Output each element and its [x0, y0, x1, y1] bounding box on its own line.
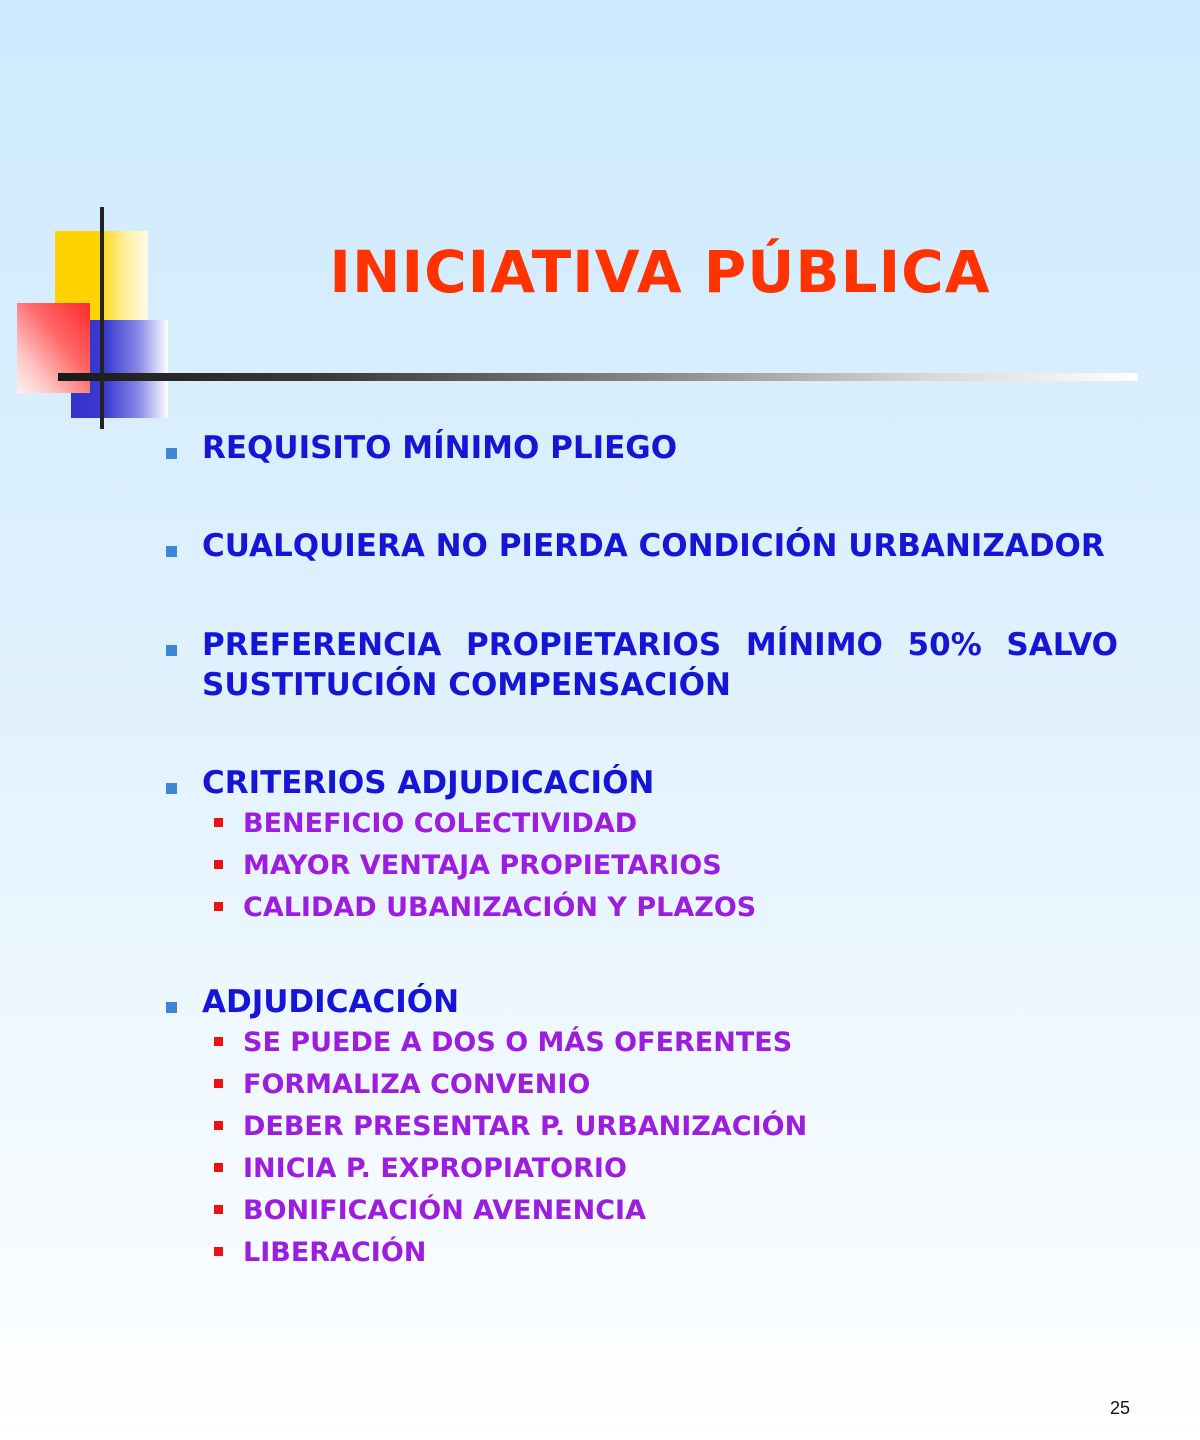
square-bullet-icon	[166, 448, 177, 459]
square-sub-bullet-icon	[214, 818, 223, 827]
vertical-rule-decoration	[100, 207, 104, 429]
bullet-item	[166, 428, 1118, 468]
title-underline-rule	[58, 373, 1138, 381]
sub-bullet-item	[166, 1022, 1118, 1064]
sub-bullet-text: CALIDAD UBANIZACIÓN Y PLAZOS	[243, 892, 757, 923]
bullet-text: PREFERENCIA PROPIETARIOS MÍNIMO 50% SALVO SUSTITUCIÓN COMPENSACIÓN	[202, 627, 1118, 703]
page-number: 25	[1109, 1398, 1131, 1418]
sub-bullet-item	[166, 1232, 1118, 1274]
square-sub-bullet-icon	[214, 1247, 223, 1256]
bullet-item	[166, 763, 1118, 803]
sub-bullet-text: SE PUEDE A DOS O MÁS OFERENTES	[243, 1027, 793, 1058]
square-sub-bullet-icon	[214, 1037, 223, 1046]
sub-bullet-text: FORMALIZA CONVENIO	[243, 1069, 591, 1100]
sub-bullet-text: LIBERACIÓN	[243, 1237, 427, 1268]
square-bullet-icon	[166, 1002, 177, 1013]
square-sub-bullet-icon	[214, 860, 223, 869]
square-sub-bullet-icon	[214, 1205, 223, 1214]
bullet-item	[166, 625, 1118, 705]
sub-bullet-text: DEBER PRESENTAR P. URBANIZACIÓN	[243, 1111, 808, 1142]
square-sub-bullet-icon	[214, 1163, 223, 1172]
decorative-block-graphic	[0, 0, 1200, 440]
sub-bullet-item	[166, 845, 1118, 887]
sub-bullet-item	[166, 1190, 1118, 1232]
square-sub-bullet-icon	[214, 902, 223, 911]
sub-bullet-text: MAYOR VENTAJA PROPIETARIOS	[243, 850, 722, 881]
sub-bullet-item	[166, 1064, 1118, 1106]
square-sub-bullet-icon	[214, 1121, 223, 1130]
square-sub-bullet-icon	[214, 1079, 223, 1088]
bullet-list	[166, 428, 1118, 1274]
sub-bullet-item	[166, 1106, 1118, 1148]
bullet-text: CUALQUIERA NO PIERDA CONDICIÓN URBANIZADOR	[202, 528, 1105, 564]
bullet-text: CRITERIOS ADJUDICACIÓN	[202, 765, 655, 801]
bullet-item	[166, 526, 1118, 566]
slide-title: INICIATIVA PÚBLICA	[329, 238, 991, 306]
bullet-text: ADJUDICACIÓN	[202, 984, 460, 1020]
sub-bullet-text: BONIFICACIÓN AVENENCIA	[243, 1195, 646, 1226]
square-bullet-icon	[166, 783, 177, 794]
sub-bullet-item	[166, 803, 1118, 845]
sub-bullet-text: INICIA P. EXPROPIATORIO	[243, 1153, 627, 1184]
sub-bullet-item	[166, 1148, 1118, 1190]
square-bullet-icon	[166, 645, 177, 656]
bullet-text: REQUISITO MÍNIMO PLIEGO	[202, 430, 678, 466]
sub-bullet-text: BENEFICIO COLECTIVIDAD	[243, 808, 638, 839]
sub-bullet-item	[166, 887, 1118, 929]
bullet-item	[166, 982, 1118, 1022]
square-bullet-icon	[166, 546, 177, 557]
